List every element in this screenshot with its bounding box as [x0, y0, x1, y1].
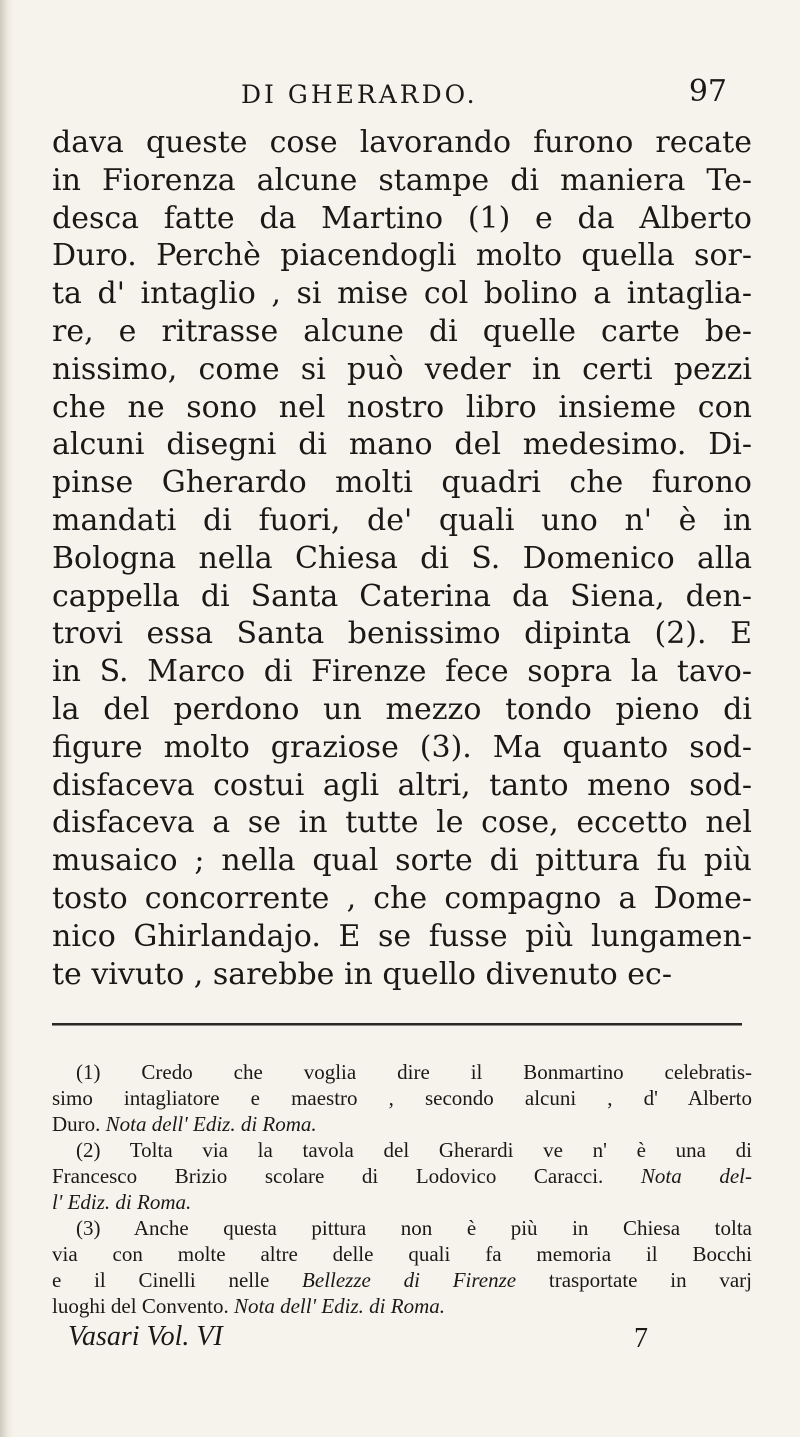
footnote-italic: Nota del-: [640, 1164, 752, 1189]
body-line: disfaceva a se in tutte le cose, eccetto nel: [52, 805, 752, 841]
page-number: 97: [688, 74, 727, 109]
footnote-text: (2) Tolta via la tavola del Gherardi ve n' è una di: [76, 1138, 752, 1163]
footnote-line: [52, 1059, 752, 1085]
footnote-line: [52, 1189, 752, 1215]
footnote-rule: [52, 1023, 742, 1025]
footnote-line: [52, 1163, 752, 1189]
body-line: desca fatte da Martino (1) e da Alberto: [52, 200, 752, 236]
body-line: re, e ritrasse alcune di quelle carte be-: [52, 313, 752, 349]
footnote-line: [52, 1111, 752, 1137]
body-line: mandati di fuori, de' quali uno n' è in: [52, 502, 752, 538]
footnote-text: simo intagliatore e maestro , secondo alcuni , d' Alberto: [52, 1086, 752, 1111]
body-line: ta d' intaglio , si mise col bolino a intaglia-: [52, 276, 752, 312]
body-line: nico Ghirlandajo. E se fusse più lungamen-: [52, 918, 752, 954]
body-line: trovi essa Santa benissimo dipinta (2). E: [52, 616, 752, 652]
body-line: Bologna nella Chiesa di S. Domenico alla: [52, 540, 752, 576]
footnote-italic: l' Ediz. di Roma.: [52, 1190, 192, 1215]
body-line: dava queste cose lavorando furono recate: [52, 125, 752, 160]
footnote-line: [52, 1267, 752, 1293]
body-line: cappella di Santa Caterina da Siena, den-: [52, 578, 752, 614]
body-line: in S. Marco di Firenze fece sopra la tavo-: [52, 654, 752, 690]
body-line: disfaceva costui agli altri, tanto meno sod-: [52, 767, 752, 803]
book-page: [52, 74, 752, 1361]
footnote-text: Francesco Brizio scolare di Lodovico Caracci.: [52, 1164, 641, 1189]
page-gutter-shadow: [0, 0, 14, 1437]
footnote-italic: Nota dell' Ediz. di Roma.: [234, 1294, 445, 1319]
footnote-text: (3) Anche questa pittura non è più in Chiesa tolta: [76, 1216, 752, 1241]
body-line: in Fiorenza alcune stampe di maniera Te-: [52, 162, 752, 198]
signature-mark: Vasari Vol. VI: [68, 1321, 223, 1353]
signature-row: [52, 1321, 752, 1361]
footnote-text: via con molte altre delle quali fa memoria il Bocchi: [52, 1242, 752, 1267]
body-line: te vivuto , sarebbe in quello divenuto ec-: [52, 956, 672, 992]
footnote-line: [52, 1293, 752, 1319]
footnote-italic: Nota dell' Ediz. di Roma.: [105, 1112, 317, 1137]
running-title: DI GHERARDO.: [241, 80, 478, 109]
gathering-number: 7: [634, 1323, 648, 1355]
body-line: che ne sono nel nostro libro insieme con: [52, 389, 752, 425]
body-line: Duro. Perchè piacendogli molto quella sor-: [52, 238, 752, 274]
footnote-italic: Bellezze di Firenze: [302, 1268, 517, 1293]
body-line: tosto concorrente , che compagno a Dome-: [52, 880, 752, 916]
footnote-text: trasportate in varj: [516, 1268, 752, 1293]
body-line: pinse Gherardo molti quadri che furono: [52, 465, 752, 501]
body-line: la del perdono un mezzo tondo pieno di: [52, 691, 752, 727]
body-line: alcuni disegni di mano del medesimo. Di-: [52, 427, 752, 463]
running-head: [52, 74, 752, 118]
footnote-text: e il Cinelli nelle: [52, 1268, 303, 1293]
footnote-line: [52, 1137, 752, 1163]
body-line: musaico ; nella qual sorte di pittura fu più: [52, 843, 752, 879]
body-text: [52, 124, 752, 993]
footnote-line: [52, 1215, 752, 1241]
body-line: figure molto graziose (3). Ma quanto sod-: [52, 729, 752, 765]
footnote-text: (1) Credo che voglia dire il Bonmartino celebratis-: [76, 1060, 752, 1085]
footnote-text: Duro.: [52, 1112, 106, 1137]
footnote-line: [52, 1241, 752, 1267]
body-line: nissimo, come si può veder in certi pezzi: [52, 351, 752, 387]
footnotes: [52, 1059, 752, 1319]
footnote-line: [52, 1085, 752, 1111]
footnote-text: luoghi del Convento.: [52, 1294, 234, 1319]
